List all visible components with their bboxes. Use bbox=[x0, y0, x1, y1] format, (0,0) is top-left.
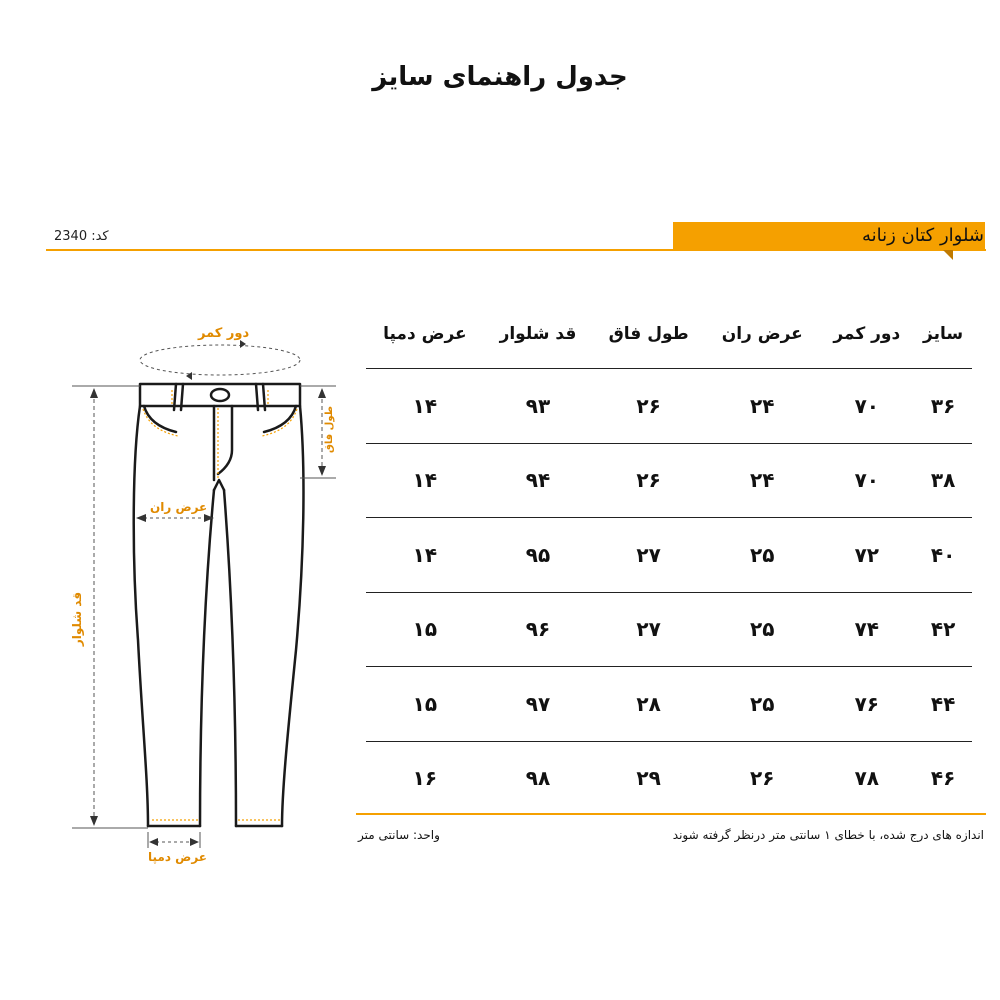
product-name: شلوار کتان زنانه bbox=[861, 225, 984, 246]
header-rise: طول فاق bbox=[592, 300, 705, 369]
cell-thigh: ۲۵ bbox=[705, 592, 819, 667]
cell-size: ۴۴ bbox=[914, 667, 972, 742]
cell-thigh: ۲۵ bbox=[705, 667, 819, 742]
cell-hem: ۱۵ bbox=[366, 592, 484, 667]
cell-rise: ۲۶ bbox=[592, 443, 705, 518]
cell-length: ۹۷ bbox=[484, 667, 592, 742]
cell-size: ۴۲ bbox=[914, 592, 972, 667]
waist-measure-ellipse bbox=[140, 345, 300, 375]
cell-size: ۳۸ bbox=[914, 443, 972, 518]
pants-outline bbox=[134, 384, 304, 826]
length-label: قد شلوار bbox=[70, 591, 85, 647]
rise-arrow-top bbox=[318, 388, 326, 398]
header-size: سایز bbox=[914, 300, 972, 369]
tolerance-note: اندازه های درج شده، با خطای ۱ سانتی متر درنظر گرفته شوند bbox=[672, 828, 984, 842]
length-arrow-bottom bbox=[90, 816, 98, 826]
cell-thigh: ۲۶ bbox=[750, 766, 775, 791]
cell-waist: ۷۴ bbox=[819, 592, 914, 667]
hem-arrow-right bbox=[190, 838, 199, 846]
table-row bbox=[366, 369, 972, 444]
rise-arrow-bottom bbox=[318, 466, 326, 476]
cell-hem: ۱۵ bbox=[366, 667, 484, 742]
cell-length: ۹۵ bbox=[484, 518, 592, 593]
pants-stitching bbox=[143, 390, 297, 820]
cell-size: ۳۶ bbox=[914, 369, 972, 444]
cell-rise: ۲۹ bbox=[636, 766, 661, 791]
cell-hem: ۱۴ bbox=[366, 369, 484, 444]
header-waist: دور کمر bbox=[819, 300, 914, 369]
hem-label: عرض دمپا bbox=[148, 850, 207, 864]
length-arrow-top bbox=[90, 388, 98, 398]
table-row bbox=[366, 518, 972, 593]
cell-rise: ۲۸ bbox=[592, 667, 705, 742]
header-length: قد شلوار bbox=[484, 300, 592, 369]
cell-hem: ۱۴ bbox=[366, 518, 484, 593]
cell-length: ۹۳ bbox=[484, 369, 592, 444]
cell-length: ۹۸ bbox=[525, 766, 551, 791]
cell-thigh: ۲۴ bbox=[705, 443, 819, 518]
cell-thigh: ۲۴ bbox=[705, 369, 819, 444]
cell-rise: ۲۶ bbox=[592, 369, 705, 444]
cell-length: ۹۶ bbox=[484, 592, 592, 667]
cell-rise: ۲۷ bbox=[592, 518, 705, 593]
table-header-row bbox=[366, 300, 972, 369]
header-hem: عرض دمپا bbox=[366, 300, 484, 369]
waist-label: دور کمر bbox=[198, 326, 250, 341]
cell-rise: ۲۷ bbox=[592, 592, 705, 667]
table-row bbox=[366, 592, 972, 667]
banner-fold bbox=[943, 250, 953, 260]
table-row bbox=[366, 741, 972, 815]
cell-waist: ۷۰ bbox=[819, 369, 914, 444]
cell-length: ۹۴ bbox=[484, 443, 592, 518]
thigh-arrow-left bbox=[136, 514, 146, 522]
pants-diagram bbox=[0, 0, 360, 880]
rise-label: طول فاق bbox=[324, 405, 336, 454]
cell-size: ۴۶ bbox=[930, 766, 956, 791]
cell-waist: ۷۲ bbox=[819, 518, 914, 593]
cell-hem: ۱۶ bbox=[412, 766, 438, 791]
cell-waist: ۷۸ bbox=[854, 766, 879, 791]
table-row bbox=[366, 667, 972, 742]
cell-thigh: ۲۵ bbox=[705, 518, 819, 593]
page-title: جدول راهنمای سایز bbox=[372, 62, 628, 92]
cell-waist: ۷۰ bbox=[819, 443, 914, 518]
hem-arrow-left bbox=[149, 838, 158, 846]
cell-size: ۴۰ bbox=[914, 518, 972, 593]
unit-note: واحد: سانتی متر bbox=[358, 828, 440, 842]
cell-waist: ۷۶ bbox=[819, 667, 914, 742]
table-row bbox=[366, 443, 972, 518]
product-code: کد: 2340 bbox=[54, 229, 109, 244]
thigh-label: عرض ران bbox=[150, 500, 208, 514]
size-table bbox=[366, 300, 972, 815]
cell-hem: ۱۴ bbox=[366, 443, 484, 518]
footer-divider bbox=[356, 813, 986, 815]
waist-arrow-head bbox=[240, 340, 246, 348]
header-thigh: عرض ران bbox=[705, 300, 819, 369]
